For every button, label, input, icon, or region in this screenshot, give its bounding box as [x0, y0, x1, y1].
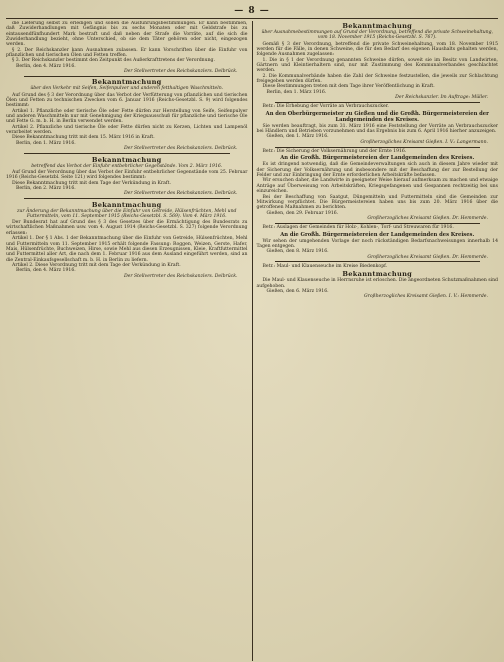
notice-signature: Der Stellvertreter des Reichskanzlers. Delbrück. — [123, 146, 238, 152]
page-header — [6, 4, 498, 19]
notice-paragraph: Artikel 1. Der § 1 Abs. 1 der Bekanntmachung über die Einfuhr von Getreide, Hülsenfrüchten, Mehl und Futtermitteln vom 11. September 1915 erhält folgende Fassung: Roggen, Weizen, Gerste, Hafer, Mais, Hülsenfrüchte, Buchweizen, Hirse, sowie Mehl aus diesen Erzeugnissen, Kleie, Kraftfuttermittel und Futtermittel aller Art, die nach dem 1. Februar 1916 aus dem Ausland eingeführt werden, sind an die Zentral-Einkaufsgesellschaft m. b. H. in Berlin zu liefern. — [6, 236, 248, 263]
right-column — [252, 21, 499, 661]
notice-subtitle: über den Verkehr mit Seifen, Seifenpulver und anderen fetthaltigen Waschmitteln. — [30, 86, 224, 92]
notice-signature: Großherzogliches Kreisamt Gießen. Dr. Hemmerde. — [367, 215, 488, 221]
notice-place-date: Berlin, den 4. März 1916. — [16, 268, 76, 274]
divider — [275, 102, 481, 103]
notice-reference: Betr.: Auslagen der Gemeinden für Holz-, Kohlen-, Torf- und Streuwaren für 1916. — [262, 225, 454, 231]
notice-subtitle: betreffend das Verbot der Einfuhr entbehrlicher Gegenstände. Vom 2. März 1916. — [31, 163, 223, 169]
notice-signature: Der Reichskanzler. Im Auftrage: Müller. — [395, 95, 488, 101]
notice-paragraph: Diese Bekanntmachung tritt mit dem Tage der Verkündung in Kraft. — [12, 180, 171, 186]
notice-place-date: Gießen, den 29. Februar 1916. — [266, 210, 339, 216]
notice-heading: An die Großh. Bürgermeistereien der Landgemeinden des Kreises. — [280, 155, 475, 162]
notice-paragraph: Artikel 2. Diese Verordnung tritt mit dem Tage der Verkündung in Kraft. — [12, 262, 181, 268]
divider — [275, 223, 481, 224]
notice-subtitle: über Ausnahmebestimmungen auf Grund der Verordnung, betreffend die private Schweinehaltung, vom 18. November 1915 (Reichs-Gesetzbl. S. 767). — [261, 30, 494, 41]
notice-reference: Betr.: Maul- und Klauenseuche im Kreise Biedenkopf. — [262, 263, 388, 269]
notice-place-date: Berlin, den 1. März 1916. — [266, 89, 327, 95]
intro-paragraph: § 3. Der Reichskanzler bestimmt den Zeitpunkt des Außerkrafttretens der Verordnung. — [12, 58, 215, 64]
intro-paragraph: die Lieferung selbst zu erledigen und sollen die Ausführungsbestimmungen. Er kann bestimmen, daß Zuwiderhandlungen mit Gefängnis bis zu sechs Monaten oder mit Geldstrafe bis zu eintausendfünfhundert Mark bestraft und daß neben der Strafe die Vorräte, auf die sich die Zuwiderhandlung bezieht, ohne Unterschied, ob sie dem Täter gehören oder nicht, eingezogen werden. — [6, 21, 248, 48]
left-column — [6, 21, 252, 661]
notice-place-date: Gießen, den 6. März 1916. — [266, 288, 329, 294]
notice-paragraph: Es ist dringend notwendig, daß die Gemeindeverwaltungen sich auch in diesem Jahre wieder mit der Sicherung der Volksernährung und insbesondere mit der Beschaffung der zur Bestellung der Felder und zur Einbringung der Ernte erforderlichen Arbeitskräfte befassen. — [256, 162, 498, 179]
notice-heading: An die Großh. Bürgermeistereien der Landgemeinden des Kreises. — [280, 231, 475, 238]
notice-paragraph: Wir ersuchen daher, die Landwirte in geeigneter Weise hierauf aufmerksam zu machen und etwaige Anträge auf Überweisung von Arbeitskräften, Kriegsgefangenen und Gespannen rechtzeitig bei uns einzureichen. — [256, 178, 498, 195]
notice-paragraph: Wir sehen der umgehenden Vorlage der noch rückständigen Bedarfsnachweisungen innerhalb 14 Tagen entgegen. — [256, 238, 498, 249]
notice-signature: Der Stellvertreter des Reichskanzlers. Delbrück. — [123, 273, 238, 279]
notice-signature: Großherzogliches Kreisamt Gießen. Dr. Hemmerde. — [367, 254, 488, 260]
notice-place-date: Berlin, den 4. März 1916. — [16, 63, 76, 69]
notice-place-date: Gießen, den 1. März 1916. — [266, 134, 329, 140]
notice-paragraph: 1. Die in § 1 der Verordnung genannten Schweine dürfen, soweit sie im Besitz von Landwirten, Gärtnern und Kleintierhaltern sind, nur mit Zustimmung des Kommunalverbandes geschlachtet werden. — [256, 57, 498, 74]
divider — [24, 153, 230, 154]
notice-title: Bekanntmachung — [91, 200, 162, 209]
notice-paragraph: Der Bundesrat hat auf Grund des § 3 des Gesetzes über die Ermächtigung des Bundesrats zu wirtschaftlichen Maßnahmen usw. vom 4. August 1914 (Reichs-Gesetzbl. S. 327) folgende Verordnung erlassen: — [6, 220, 248, 236]
notice-paragraph: Bei der Beschaffung von Saatgut, Düngemitteln und Futtermitteln sind die Gemeinden zur Mitwirkung verpflichtet. Die Bürgermeistereien haben uns bis zum 20. März 1916 über die getroffenen Maßnahmen zu berichten. — [256, 194, 498, 211]
divider — [275, 147, 481, 148]
notice-heading: An den Oberbürgermeister zu Gießen und die Großh. Bürgermeistereien der Landgemeinden des Kreises. — [265, 110, 489, 123]
divider — [275, 261, 481, 262]
notice-title: Bekanntmachung — [91, 155, 162, 164]
notice-reference: Betr.: Die Sicherung der Volksernährung und der Ernte 1916. — [262, 149, 407, 155]
notice-title: Bekanntmachung — [342, 270, 413, 279]
notice-paragraph: Diese Bekanntmachung tritt mit dem 15. März 1916 in Kraft. — [12, 135, 155, 141]
notice-title: Bekanntmachung — [91, 78, 162, 87]
notice-paragraph: Artikel 1. Pflanzliche oder tierische Öle oder Fette dürfen zur Herstellung von Seife, Seifenpulver und anderen Waschmitteln nur mit Genehmigung der Kriegsausschuß für pflanzliche und tierische Öle und Fette G. m. b. H. in Berlin verwendet werden. — [6, 108, 248, 125]
notice-paragraph: Auf Grund des § 3 der Verordnung über das Verbot der Verfütterung von pflanzlichen und tierischen Ölen und Fetten zu technischen Zwecken vom 6. Januar 1916 (Reichs-Gesetzbl. S. 9) wird folgendes bestimmt: — [6, 92, 248, 109]
notice-place-date: Berlin, den 2. März 1916. — [16, 185, 76, 191]
notice-signature: Der Stellvertreter des Reichskanzlers. Delbrück. — [123, 191, 238, 197]
notice-signature: Großherzogliches Kreisamt Gießen. I. V.: Hemmerde. — [364, 294, 488, 300]
notice-paragraph: 2. Die Kommunalverbände haben die Zahl der Schweine festzustellen, die jeweils zur Schlachtung freigegeben werden dürfen. — [256, 73, 498, 84]
notice-paragraph: Die Maul- und Klauenseuche in Herrnsruhe ist erloschen. Die angeordneten Schutzmaßnahmen sind aufgehoben. — [256, 278, 498, 289]
notice-paragraph: Artikel 2. Pflanzliche und tierische Öle oder Fette dürfen nicht zu Kerzen, Lichten und Lampenöl verarbeitet werden. — [6, 124, 248, 136]
divider — [24, 198, 230, 199]
notice-title: Bekanntmachung — [342, 22, 413, 30]
notice-signature: Großherzogliches Kreisamt Gießen. I. V.: Langermann. — [360, 139, 488, 145]
notice-subtitle: zur Änderung der Bekanntmachung über die Einfuhr von Getreide, Hülsenfrüchten, Mehl und Futtermitteln, vom 11. September 1915 (Reichs-Gesetzbl. S. 569). Vom 4. März 1916. — [17, 208, 237, 219]
notice-place-date: Berlin, den 1. März 1916. — [16, 140, 76, 146]
divider — [24, 76, 230, 77]
notice-paragraph: Sie werden beauftragt, bis zum 31. März 1916 eine Feststellung der Vorräte an Verbrauchszucker bei Händlern und Betrieben vorzunehmen und das Ergebnis bis zum 6. April 1916 hierher anzuzeigen. — [256, 123, 498, 135]
notice-paragraph: Gemäß § 3 der Verordnung, betreffend die private Schweinehaltung, vom 18. November 1915 werden für die Fälle, in denen Schweine, die für den Bedarf des eigenen Haushalts gehalten werden, folgende Ausnahmen zugelassen: — [256, 41, 498, 58]
notice-paragraph: Diese Bestimmungen treten mit dem Tage ihrer Veröffentlichung in Kraft. — [262, 84, 435, 90]
notice-reference: Betr.: Die Erhebung der Vorräte an Verbrauchszucker. — [262, 104, 389, 110]
notice-signature: Der Stellvertreter des Reichskanzlers. Delbrück. — [123, 69, 238, 75]
intro-paragraph: § 2. Der Reichskanzler kann Ausnahmen zulassen. Er kann Vorschriften über die Einfuhr von pflanzlichen und tierischen Ölen und Fetten treffen. — [6, 47, 248, 59]
notice-paragraph: Auf Grund der Verordnung über das Verbot der Einfuhr entbehrlicher Gegenstände vom 25. Februar 1916 (Reichs-Gesetzbl. Seite 121) wird folgendes bestimmt: — [6, 169, 248, 181]
page-number: — 8 — — [234, 6, 270, 16]
columns — [6, 21, 498, 661]
notice-place-date: Gießen, den 8. März 1916. — [266, 249, 329, 255]
